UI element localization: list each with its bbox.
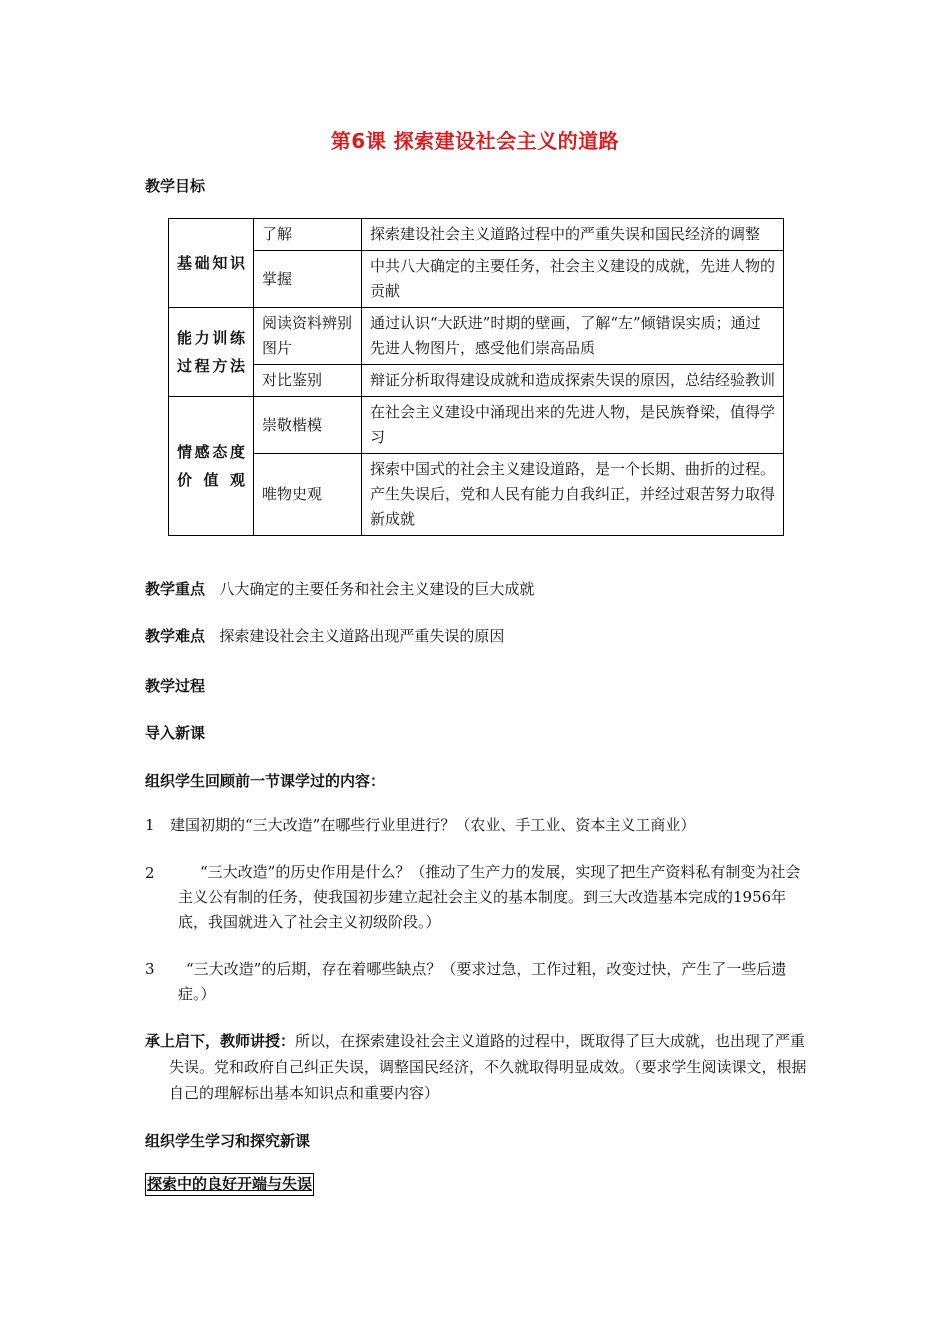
table-row (169, 308, 784, 365)
objectives-heading: 教学目标 (145, 177, 206, 195)
category-cell: 情感态度价值观 (169, 397, 254, 536)
label-cell: 唯物史观 (254, 454, 362, 536)
label-cell: 掌握 (254, 251, 362, 308)
transition-paragraph (145, 1028, 810, 1106)
content-cell: 探索建设社会主义道路过程中的严重失误和国民经济的调整 (362, 219, 784, 251)
section-title: 探索中的良好开端与失误 (145, 1173, 314, 1196)
key-point-label: 教学重点 (145, 580, 206, 598)
page-title: 第6课 探索建设社会主义的道路 (330, 129, 620, 153)
content-cell: 通过认识“大跃进”时期的壁画，了解“左”倾错误实质；通过先进人物图片，感受他们崇高品质 (362, 308, 784, 365)
label-cell: 了解 (254, 219, 362, 251)
intro-heading: 导入新课 (145, 724, 206, 742)
content-cell: 探索中国式的社会主义建设道路，是一个长期、曲折的过程。产生失误后，党和人民有能力自我纠正，并经过艰苦努力取得新成就 (362, 454, 784, 536)
content-cell: 辩证分析取得建设成就和造成探索失误的原因，总结经验教训 (362, 365, 784, 397)
difficulty (145, 623, 810, 649)
question-number: 1 (145, 816, 155, 834)
difficulty-label: 教学难点 (145, 627, 206, 645)
objectives-table (168, 218, 784, 536)
table-row (169, 454, 784, 536)
study-heading: 组织学生学习和探究新课 (145, 1132, 311, 1150)
table-row (169, 251, 784, 308)
question-text: 建国初期的“三大改造”在哪些行业里进行？（农业、手工业、资本主义工商业） (170, 816, 696, 834)
question-text: “三大改造”的历史作用是什么？（推动了生产力的发展，实现了把生产资料私有制变为社会主义公有制的任务，使我国初步建立起社会主义的基本制度。到三大改造基本完成的1956年底，我国就进入了社会主义初级阶段。） (178, 863, 801, 931)
table-row (169, 397, 784, 454)
content-cell: 中共八大确定的主要任务，社会主义建设的成就，先进人物的贡献 (362, 251, 784, 308)
table-row (169, 365, 784, 397)
difficulty-text: 探索建设社会主义道路出现严重失误的原因 (219, 627, 505, 645)
transition-label: 承上启下，教师讲授： (145, 1032, 296, 1050)
review-heading: 组织学生回顾前一节课学过的内容： (145, 772, 386, 790)
label-cell: 对比鉴别 (254, 365, 362, 397)
key-point-text: 八大确定的主要任务和社会主义建设的巨大成就 (219, 580, 535, 598)
key-point (145, 576, 810, 602)
content-cell: 在社会主义建设中涌现出来的先进人物，是民族脊梁，值得学习 (362, 397, 784, 454)
question-number: 2 (145, 864, 155, 882)
label-cell: 崇敬楷模 (254, 397, 362, 454)
category-cell: 能力训练过程方法 (169, 308, 254, 397)
table-row (169, 219, 784, 251)
label-cell: 阅读资料辨别图片 (254, 308, 362, 365)
question-number: 3 (145, 960, 155, 978)
question-text: “三大改造”的后期，存在着哪些缺点？（要求过急，工作过粗，改变过快，产生了一些后遗症。） (178, 960, 787, 1003)
category-cell: 基础知识 (169, 219, 254, 308)
transition-text: 所以，在探索建设社会主义道路的过程中，既取得了巨大成就，也出现了严重失误。党和政府自己纠正失误，调整国民经济，不久就取得明显成效。（要求学生阅读课文，根据自己的理解标出基本知识点和重要内容） (169, 1032, 807, 1102)
process-heading: 教学过程 (145, 677, 206, 695)
